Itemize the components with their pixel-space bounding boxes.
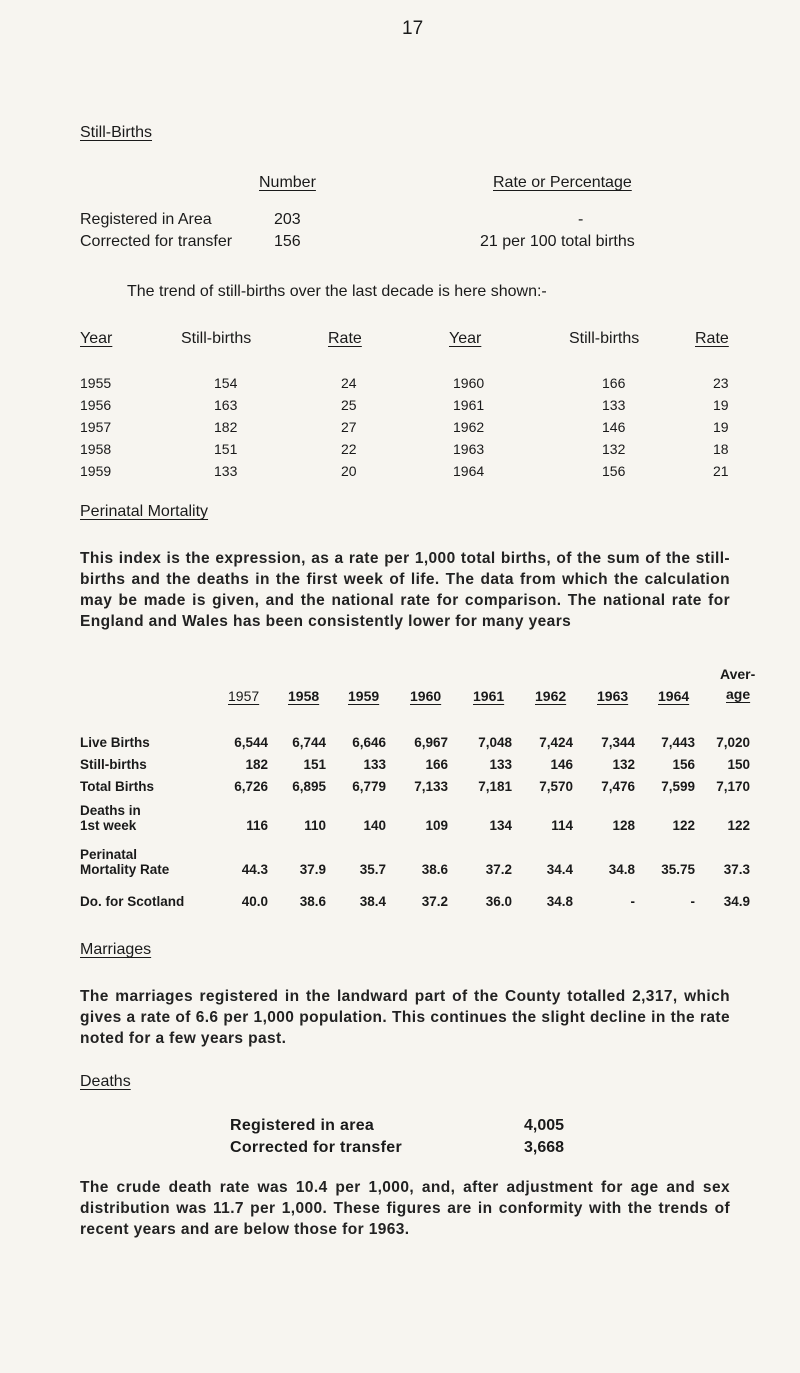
table-cell: 7,424 [539,735,573,750]
trend-header-rate-1: Rate [328,330,362,347]
table-cell: 37.9 [299,862,326,877]
trend-cell: 1964 [453,463,485,479]
table-cell: 35.75 [661,862,695,877]
table-cell: - [690,894,695,909]
row-label: Still-births [80,757,147,772]
table-cell: 37.3 [723,862,750,877]
row-label-line-2: Mortality Rate [80,862,170,877]
table-cell: 37.2 [421,894,448,909]
trend-header-rate-2: Rate [695,330,729,347]
year-header: 1964 [658,688,690,704]
table-cell: - [630,894,635,909]
row-label-corrected: Corrected for transfer [80,233,233,250]
trend-cell: 154 [214,375,238,391]
trend-cell: 24 [341,375,357,391]
section-heading-perinatal: Perinatal Mortality [80,503,209,520]
trend-cell: 1962 [453,419,485,435]
section-heading-stillbirths: Still-Births [80,124,153,141]
table-cell: 38.6 [421,862,448,877]
trend-cell: 18 [713,441,729,457]
row-label: Perinatal [80,847,138,862]
page-number: 17 [402,18,424,39]
table-cell: 109 [425,818,448,833]
table-cell: 7,599 [661,779,695,794]
perinatal-paragraph: This index is the expression, as a rate per 1,000 total births, of the sum of the still-births and the deaths in the first week of life. The data from which the calculation may be made is given, and the national rate for comparison. The national rate for England and Wales has been consistently lower for many years [80,550,730,630]
table-cell: 36.0 [485,894,512,909]
table-cell: 166 [425,757,448,772]
average-header-bottom: age [726,686,751,702]
col-header-rate: Rate or Percentage [493,174,632,191]
table-cell: 34.8 [608,862,635,877]
row-label: Total Births [80,779,154,794]
year-header: 1961 [473,688,505,704]
trend-cell: 166 [602,375,626,391]
col-header-number: Number [259,174,316,191]
trend-cell: 1958 [80,441,112,457]
trend-cell: 22 [341,441,357,457]
year-header: 1962 [535,688,567,704]
section-heading-marriages: Marriages [80,941,152,958]
trend-cell: 182 [214,419,238,435]
table-cell: 6,779 [352,779,386,794]
table-cell: 182 [245,757,268,772]
year-header: 1958 [288,688,320,704]
table-cell: 7,020 [716,735,750,750]
table-cell: 44.3 [241,862,268,877]
trend-header-stillbirths-2: Still-births [569,330,640,347]
trend-cell: 146 [602,419,626,435]
table-cell: 34.9 [723,894,750,909]
trend-cell: 1957 [80,419,112,435]
table-cell: 6,967 [414,735,448,750]
table-cell: 128 [612,818,635,833]
row-label-line-2: 1st week [80,818,137,833]
trend-cell: 151 [214,441,238,457]
trend-cell: 20 [341,463,357,479]
table-cell: 146 [550,757,573,772]
trend-cell: 25 [341,397,357,413]
table-cell: 34.8 [546,894,573,909]
table-cell: 6,544 [234,735,268,750]
trend-cell: 27 [341,419,357,435]
year-header: 1959 [348,688,380,704]
table-cell: 38.6 [299,894,326,909]
table-cell: 7,048 [478,735,512,750]
table-cell: 132 [612,757,635,772]
trend-header-year-1: Year [80,330,113,347]
table-cell: 34.4 [546,862,573,877]
table-cell: 7,170 [716,779,750,794]
table-cell: 6,895 [292,779,326,794]
row-label-registered: Registered in Area [80,211,212,228]
trend-header-year-2: Year [449,330,482,347]
trend-intro: The trend of still-births over the last decade is here shown:- [127,283,547,300]
trend-cell: 23 [713,375,729,391]
average-header-top: Aver- [720,666,756,682]
trend-cell: 1961 [453,397,485,413]
marriages-paragraph: The marriages registered in the landward part of the County totalled 2,317, which gives a rate of 6.6 per 1,000 population. This continues the slight decline in the rate noted for a few years past. [80,988,730,1047]
trend-cell: 19 [713,397,729,413]
row-value-registered-number: 203 [274,211,301,228]
trend-header-stillbirths-1: Still-births [181,330,252,347]
table-cell: 134 [489,818,512,833]
year-header: 1963 [597,688,629,704]
table-cell: 133 [489,757,512,772]
trend-cell: 1960 [453,375,485,391]
trend-cell: 1955 [80,375,112,391]
trend-cell: 133 [602,397,626,413]
table-cell: 116 [246,818,268,833]
table-cell: 6,646 [352,735,386,750]
year-header: 1960 [410,688,442,704]
table-cell: 7,344 [601,735,635,750]
trend-cell: 156 [602,463,626,479]
row-label: Deaths in [80,803,141,818]
table-cell: 114 [551,818,573,833]
row-value-registered-rate: - [578,211,584,228]
table-cell: 7,443 [661,735,695,750]
row-value-corrected-rate: 21 per 100 total births [480,233,635,250]
table-cell: 40.0 [241,894,268,909]
trend-cell: 132 [602,441,626,457]
trend-cell: 1959 [80,463,112,479]
table-cell: 38.4 [359,894,386,909]
table-cell: 122 [672,818,695,833]
table-cell: 150 [727,757,750,772]
deaths-label-corrected: Corrected for transfer [230,1139,402,1156]
trend-cell: 1963 [453,441,485,457]
deaths-value-registered: 4,005 [524,1117,565,1134]
table-cell: 110 [304,818,326,833]
deaths-label-registered: Registered in area [230,1117,375,1134]
table-cell: 6,744 [292,735,326,750]
trend-cell: 133 [214,463,238,479]
table-cell: 140 [363,818,386,833]
table-cell: 122 [727,818,750,833]
table-cell: 133 [363,757,386,772]
trend-cell: 19 [713,419,729,435]
table-cell: 7,570 [539,779,573,794]
row-label: Live Births [80,735,150,750]
table-cell: 6,726 [234,779,268,794]
table-cell: 7,181 [478,779,512,794]
trend-cell: 163 [214,397,238,413]
deaths-value-corrected: 3,668 [524,1139,565,1156]
table-cell: 35.7 [359,862,386,877]
table-cell: 37.2 [485,862,512,877]
year-header: 1957 [228,688,260,704]
trend-cell: 21 [713,463,729,479]
section-heading-deaths: Deaths [80,1073,131,1090]
row-value-corrected-number: 156 [274,233,301,250]
trend-cell: 1956 [80,397,112,413]
table-cell: 151 [303,757,326,772]
deaths-paragraph: The crude death rate was 10.4 per 1,000, and, after adjustment for age and sex distribution was 11.7 per 1,000. These figures are in conformity with the trends of recent years and are below those for 1963. [80,1179,730,1238]
table-cell: 7,133 [414,779,448,794]
table-cell: 7,476 [601,779,635,794]
row-label: Do. for Scotland [80,894,185,909]
table-cell: 156 [672,757,695,772]
